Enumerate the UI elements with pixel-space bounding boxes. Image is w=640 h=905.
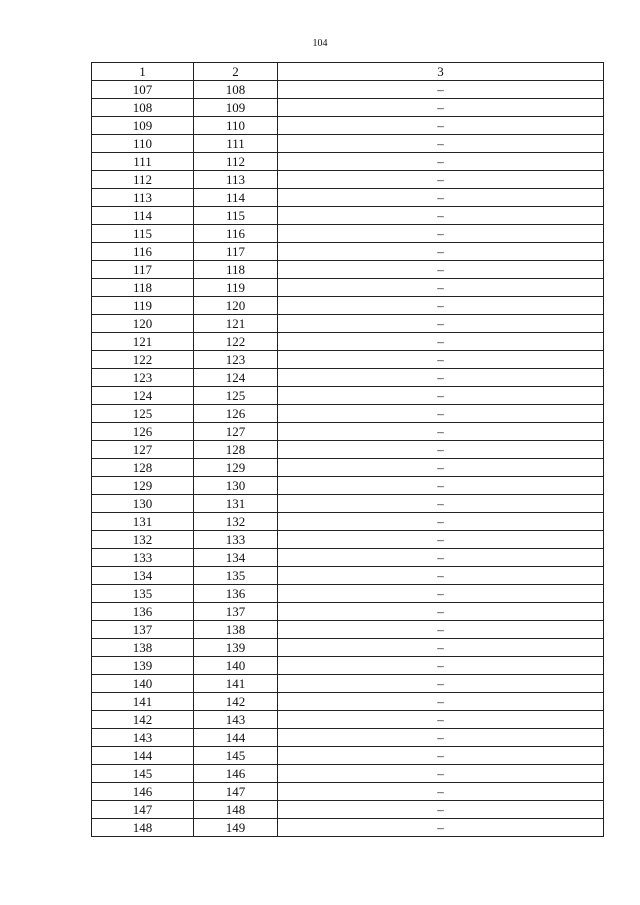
table-row [92, 711, 604, 729]
table-cell-col-2: 123 [194, 351, 278, 369]
table-cell-col-1: 129 [92, 477, 194, 495]
table-row [92, 387, 604, 405]
table-cell-col-1: 108 [92, 99, 194, 117]
table-cell-col-3: – [278, 747, 604, 765]
table-cell-col-3: – [278, 603, 604, 621]
table-cell-col-2: 115 [194, 207, 278, 225]
table-cell-col-3: – [278, 315, 604, 333]
table-cell-col-1: 112 [92, 171, 194, 189]
table-cell-col-2: 116 [194, 225, 278, 243]
table-cell-col-3: – [278, 495, 604, 513]
table-cell-col-3: – [278, 261, 604, 279]
table-cell-col-3: – [278, 405, 604, 423]
table-cell-col-1: 109 [92, 117, 194, 135]
table-header-row [92, 63, 604, 81]
table-cell-col-1: 122 [92, 351, 194, 369]
table-row [92, 135, 604, 153]
table-row [92, 585, 604, 603]
column-header-3: 3 [278, 63, 604, 81]
table-cell-col-2: 119 [194, 279, 278, 297]
table-cell-col-1: 111 [92, 153, 194, 171]
table-cell-col-1: 125 [92, 405, 194, 423]
table-row [92, 423, 604, 441]
table-row [92, 405, 604, 423]
table-cell-col-1: 143 [92, 729, 194, 747]
table-cell-col-2: 137 [194, 603, 278, 621]
table-row [92, 693, 604, 711]
table-row [92, 459, 604, 477]
table-cell-col-2: 142 [194, 693, 278, 711]
table-cell-col-2: 118 [194, 261, 278, 279]
table-row [92, 279, 604, 297]
table-cell-col-2: 143 [194, 711, 278, 729]
table-cell-col-3: – [278, 621, 604, 639]
table-cell-col-3: – [278, 693, 604, 711]
table-row [92, 207, 604, 225]
table-cell-col-2: 108 [194, 81, 278, 99]
table-cell-col-2: 141 [194, 675, 278, 693]
table-cell-col-2: 134 [194, 549, 278, 567]
table-cell-col-1: 130 [92, 495, 194, 513]
table-row [92, 153, 604, 171]
table-row [92, 765, 604, 783]
table-cell-col-1: 138 [92, 639, 194, 657]
table-cell-col-1: 136 [92, 603, 194, 621]
table-cell-col-1: 117 [92, 261, 194, 279]
table-row [92, 189, 604, 207]
table-cell-col-1: 142 [92, 711, 194, 729]
table-cell-col-2: 124 [194, 369, 278, 387]
table-body [92, 81, 604, 837]
column-header-2: 2 [194, 63, 278, 81]
table-cell-col-3: – [278, 189, 604, 207]
table-row [92, 531, 604, 549]
table-cell-col-1: 110 [92, 135, 194, 153]
table-row [92, 675, 604, 693]
table-cell-col-3: – [278, 549, 604, 567]
table-cell-col-2: 111 [194, 135, 278, 153]
table-row [92, 495, 604, 513]
table-cell-col-1: 107 [92, 81, 194, 99]
table-cell-col-3: – [278, 207, 604, 225]
table-row [92, 639, 604, 657]
table-cell-col-2: 128 [194, 441, 278, 459]
table-cell-col-3: – [278, 81, 604, 99]
table-cell-col-2: 126 [194, 405, 278, 423]
table-row [92, 171, 604, 189]
table-cell-col-2: 129 [194, 459, 278, 477]
table-cell-col-1: 134 [92, 567, 194, 585]
table-cell-col-3: – [278, 135, 604, 153]
table-cell-col-1: 115 [92, 225, 194, 243]
table-row [92, 603, 604, 621]
table-cell-col-3: – [278, 477, 604, 495]
table-cell-col-2: 125 [194, 387, 278, 405]
table-cell-col-1: 126 [92, 423, 194, 441]
data-table [91, 62, 604, 837]
table-cell-col-2: 146 [194, 765, 278, 783]
table-cell-col-1: 131 [92, 513, 194, 531]
table-cell-col-3: – [278, 729, 604, 747]
table-cell-col-2: 139 [194, 639, 278, 657]
table-cell-col-1: 113 [92, 189, 194, 207]
table-cell-col-1: 147 [92, 801, 194, 819]
table-cell-col-2: 148 [194, 801, 278, 819]
table-cell-col-2: 127 [194, 423, 278, 441]
table-row [92, 729, 604, 747]
table-cell-col-3: – [278, 513, 604, 531]
table-row [92, 117, 604, 135]
table-cell-col-3: – [278, 459, 604, 477]
table-cell-col-2: 132 [194, 513, 278, 531]
table-cell-col-1: 128 [92, 459, 194, 477]
table-cell-col-3: – [278, 243, 604, 261]
table-cell-col-1: 137 [92, 621, 194, 639]
table-cell-col-3: – [278, 171, 604, 189]
table-cell-col-1: 114 [92, 207, 194, 225]
table-cell-col-3: – [278, 675, 604, 693]
table-cell-col-2: 136 [194, 585, 278, 603]
table-row [92, 315, 604, 333]
table-cell-col-2: 113 [194, 171, 278, 189]
table-cell-col-1: 146 [92, 783, 194, 801]
table-cell-col-1: 133 [92, 549, 194, 567]
table-cell-col-2: 130 [194, 477, 278, 495]
table-cell-col-3: – [278, 711, 604, 729]
table-row [92, 819, 604, 837]
table-cell-col-3: – [278, 225, 604, 243]
table-cell-col-2: 138 [194, 621, 278, 639]
table-row [92, 441, 604, 459]
table-cell-col-2: 140 [194, 657, 278, 675]
table-cell-col-1: 118 [92, 279, 194, 297]
table-cell-col-2: 131 [194, 495, 278, 513]
table-cell-col-1: 139 [92, 657, 194, 675]
table-cell-col-2: 149 [194, 819, 278, 837]
table-cell-col-1: 148 [92, 819, 194, 837]
table-cell-col-3: – [278, 423, 604, 441]
table-row [92, 783, 604, 801]
table-cell-col-2: 117 [194, 243, 278, 261]
table-cell-col-2: 110 [194, 117, 278, 135]
table-cell-col-3: – [278, 657, 604, 675]
table-cell-col-3: – [278, 387, 604, 405]
table-row [92, 513, 604, 531]
table-cell-col-1: 127 [92, 441, 194, 459]
table-cell-col-3: – [278, 333, 604, 351]
table-cell-col-3: – [278, 783, 604, 801]
table-cell-col-1: 132 [92, 531, 194, 549]
table-cell-col-3: – [278, 765, 604, 783]
table-cell-col-2: 121 [194, 315, 278, 333]
table-cell-col-1: 120 [92, 315, 194, 333]
table-cell-col-1: 144 [92, 747, 194, 765]
table-cell-col-3: – [278, 819, 604, 837]
table-cell-col-1: 123 [92, 369, 194, 387]
table-row [92, 333, 604, 351]
table-row [92, 81, 604, 99]
table-cell-col-3: – [278, 99, 604, 117]
table-cell-col-3: – [278, 531, 604, 549]
table-cell-col-1: 124 [92, 387, 194, 405]
table-row [92, 261, 604, 279]
page-number: 104 [312, 38, 328, 49]
table-cell-col-3: – [278, 297, 604, 315]
table-cell-col-2: 120 [194, 297, 278, 315]
table-row [92, 369, 604, 387]
table-cell-col-3: – [278, 279, 604, 297]
table-cell-col-1: 135 [92, 585, 194, 603]
table-row [92, 99, 604, 117]
table-cell-col-3: – [278, 153, 604, 171]
table-cell-col-2: 112 [194, 153, 278, 171]
table-row [92, 225, 604, 243]
table-cell-col-3: – [278, 639, 604, 657]
table-row [92, 657, 604, 675]
table-cell-col-3: – [278, 351, 604, 369]
table-row [92, 567, 604, 585]
table-cell-col-2: 135 [194, 567, 278, 585]
table-cell-col-1: 140 [92, 675, 194, 693]
table-cell-col-1: 145 [92, 765, 194, 783]
table-cell-col-3: – [278, 567, 604, 585]
table-cell-col-3: – [278, 117, 604, 135]
table-row [92, 549, 604, 567]
table-cell-col-2: 114 [194, 189, 278, 207]
table-row [92, 477, 604, 495]
table-cell-col-1: 119 [92, 297, 194, 315]
table-cell-col-2: 133 [194, 531, 278, 549]
table-cell-col-3: – [278, 369, 604, 387]
table-cell-col-1: 121 [92, 333, 194, 351]
table-cell-col-3: – [278, 585, 604, 603]
table-cell-col-2: 109 [194, 99, 278, 117]
table-cell-col-1: 141 [92, 693, 194, 711]
table-cell-col-2: 145 [194, 747, 278, 765]
table-row [92, 747, 604, 765]
table-row [92, 801, 604, 819]
table-row [92, 297, 604, 315]
table-cell-col-2: 122 [194, 333, 278, 351]
table-row [92, 621, 604, 639]
column-header-1: 1 [92, 63, 194, 81]
table-cell-col-2: 147 [194, 783, 278, 801]
table-cell-col-3: – [278, 801, 604, 819]
table-cell-col-2: 144 [194, 729, 278, 747]
table-row [92, 351, 604, 369]
table-cell-col-1: 116 [92, 243, 194, 261]
table-row [92, 243, 604, 261]
table-cell-col-3: – [278, 441, 604, 459]
